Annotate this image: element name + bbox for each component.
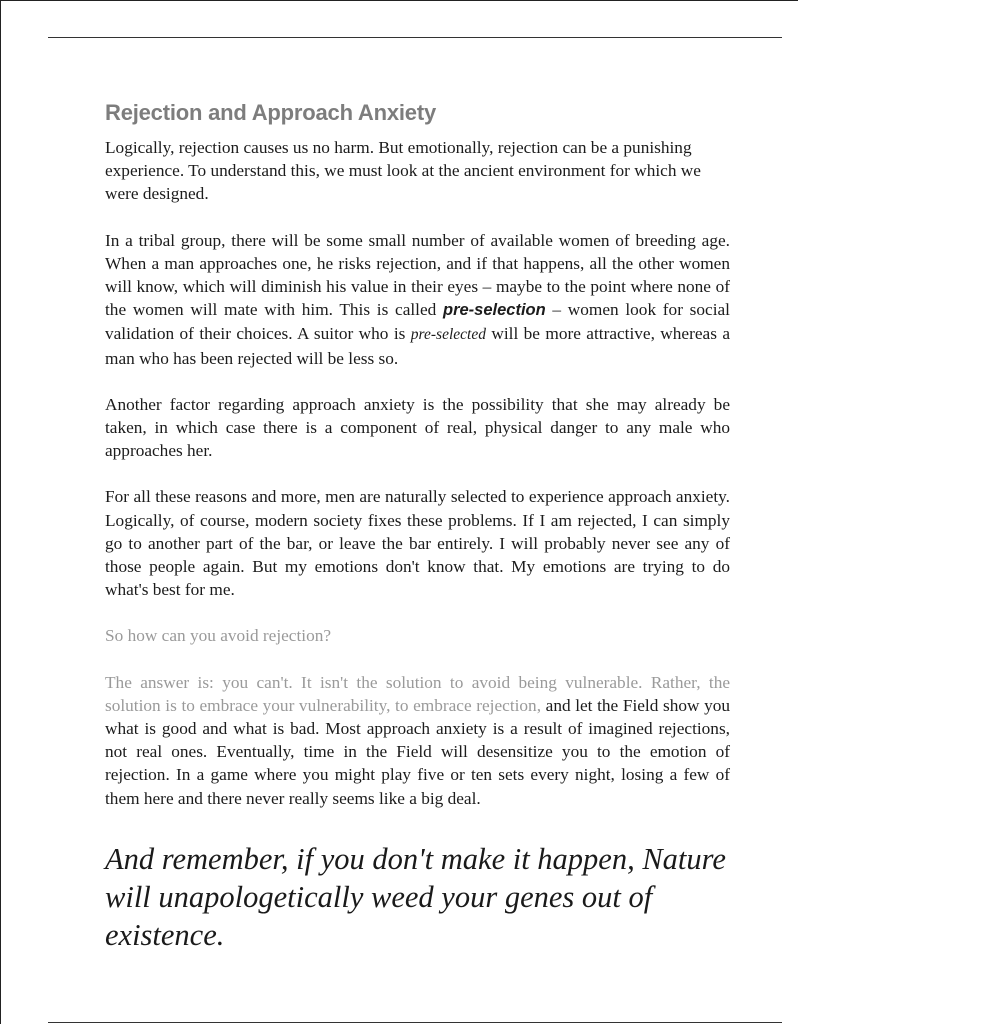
- paragraph-2-text-b: – women look for social validation of their choices. A suitor who is: [105, 300, 730, 344]
- paragraph-2: [105, 229, 730, 370]
- paragraph-5: So how can you avoid rejection?: [105, 626, 332, 646]
- section-heading: Rejection and Approach Anxiety: [105, 100, 436, 125]
- closing-quote: And remember, if you don't make it happen, Nature will unapologetically weed your genes out of existence.: [105, 841, 726, 952]
- paragraph-2-text-a: In a tribal group, there will be some small number of available women of breeding age. When a man approaches one, he risks rejection, and if that happens, all the other women will know, which will diminish his value in their eyes – maybe to the point where none of the women will mate with him. This is called: [105, 230, 730, 320]
- header-rule: [48, 37, 782, 38]
- term-pre-selection: pre-selection: [443, 301, 546, 320]
- paragraph-4: For all these reasons and more, men are naturally selected to experience approach anxiety. Logically, of course, modern society fixes these problems. If I am rejected, I can simply go to another part of the bar, or leave the bar entirely. I will probably never see any of those people again. But my emotions don't know that. My emotions are trying to do what's best for me.: [105, 487, 730, 600]
- paragraph-2-text-c: will be more attractive, whereas a man who has been rejected will be less so.: [105, 324, 730, 368]
- paragraph-6: [105, 671, 730, 810]
- page-content: [105, 100, 730, 954]
- paragraph-3: Another factor regarding approach anxiety is the possibility that she may already be taken, in which case there is a component of real, physical danger to any male who approaches her.: [105, 394, 730, 461]
- term-pre-selected: pre-selected: [410, 326, 486, 344]
- footer-rule: [48, 1022, 782, 1023]
- paragraph-6-faded-text: The answer is: you can't. It isn't the solution to avoid being vulnerable. Rather, the solution is to embrace your vulnerability, to embrace rejection,: [105, 672, 730, 715]
- paragraph-6-text: and let the Field show you what is good and what is bad. Most approach anxiety is a result of imagined rejections, not real ones. Eventually, time in the Field will desensitize you to the emotion of rejection. In a game where you might play five or ten sets every night, losing a few of them here and there never really seems like a big deal.: [105, 695, 730, 808]
- paragraph-1: Logically, rejection causes us no harm. But emotionally, rejection can be a punishing experience. To understand this, we must look at the ancient environment for which we were designed.: [105, 138, 701, 204]
